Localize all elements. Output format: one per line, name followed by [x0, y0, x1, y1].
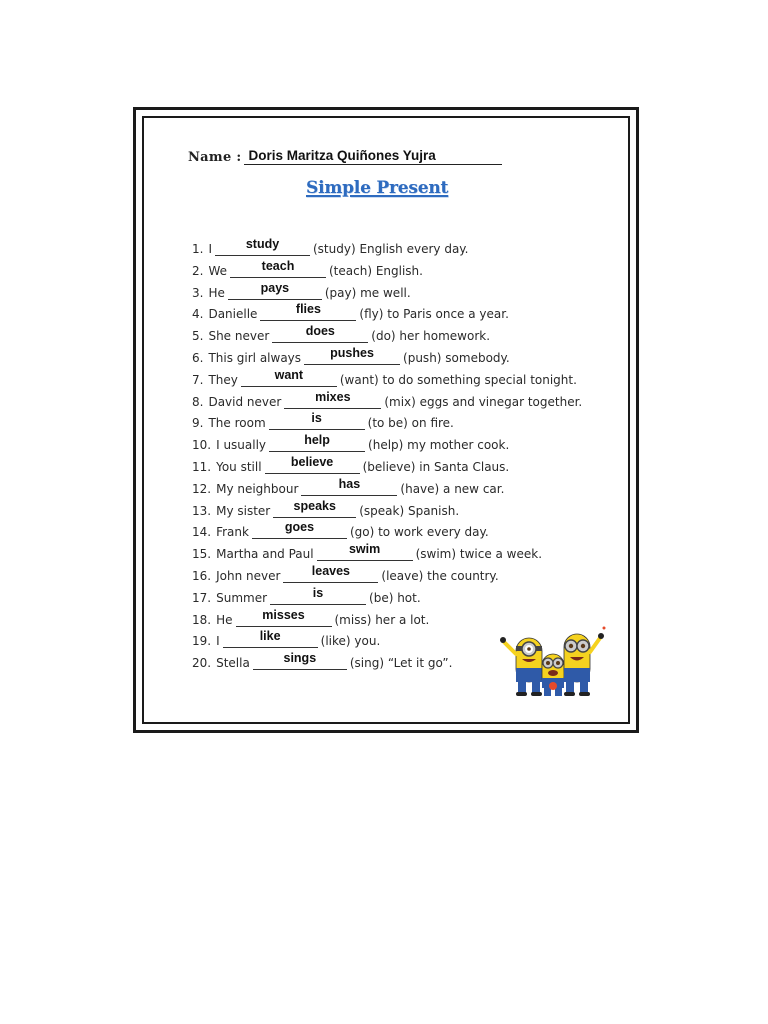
exercise-verb-hint: (miss) her a lot. [334, 612, 430, 627]
exercise-prompt: I usually [216, 438, 267, 453]
exercise-verb-hint: (study) English every day. [313, 242, 469, 256]
exercise-item [192, 325, 490, 343]
exercise-verb-hint: (leave) the country. [381, 569, 499, 583]
exercise-number: 1. [192, 242, 204, 256]
exercise-item [192, 238, 469, 256]
exercise-prompt: He [216, 612, 233, 627]
exercise-number: 20. [192, 656, 212, 671]
exercise-number: 11. [192, 460, 212, 474]
answer-text: study [245, 237, 280, 251]
exercise-item [192, 478, 504, 496]
exercise-prompt: She never [208, 329, 270, 344]
minion-middle [542, 654, 564, 696]
exercise-verb-hint: (mix) eggs and vinegar together. [384, 394, 583, 409]
name-value: Doris Maritza Quiñones Yujra [248, 148, 436, 163]
exercise-number: 16. [192, 569, 212, 583]
answer-text: speaks [293, 498, 336, 513]
answer-text: pushes [330, 346, 374, 360]
exercise-prompt: Summer [216, 590, 268, 605]
exercise-number: 19. [192, 634, 212, 649]
answer-blank[interactable] [269, 411, 365, 430]
exercise-prompt: Stella [216, 656, 250, 671]
exercise-item [192, 391, 582, 409]
exercise-verb-hint: (teach) English. [329, 263, 423, 278]
answer-blank[interactable] [269, 433, 365, 452]
answer-blank[interactable] [253, 651, 347, 670]
exercise-prompt: They [208, 372, 238, 387]
answer-text: pays [260, 280, 290, 295]
answer-text: does [305, 324, 335, 339]
exercise-number: 7. [192, 372, 204, 387]
exercise-prompt: We [208, 263, 227, 278]
exercise-verb-hint: (have) a new car. [400, 481, 505, 496]
exercise-item [192, 565, 499, 583]
answer-blank[interactable] [273, 498, 356, 518]
minion-right [564, 627, 606, 697]
name-row [188, 147, 502, 165]
answer-text: help [304, 433, 330, 448]
exercise-item [192, 630, 380, 648]
exercise-prompt: David never [208, 394, 282, 409]
answer-blank[interactable] [317, 542, 413, 561]
exercise-item [192, 303, 509, 321]
exercise-number: 12. [192, 481, 212, 496]
answer-text: goes [284, 520, 315, 535]
exercise-number: 4. [192, 307, 204, 322]
answer-blank[interactable] [241, 367, 337, 387]
answer-text: has [338, 476, 361, 491]
exercise-item [192, 347, 510, 365]
name-field[interactable] [244, 147, 502, 165]
exercise-number: 18. [192, 612, 212, 627]
exercise-prompt: Frank [216, 525, 249, 540]
answer-blank[interactable] [228, 280, 322, 300]
answer-blank[interactable] [236, 607, 332, 627]
answer-text: want [274, 367, 304, 382]
answer-blank[interactable] [301, 476, 397, 496]
exercise-prompt: My neighbour [216, 481, 299, 496]
exercise-number: 9. [192, 416, 204, 431]
exercise-verb-hint: (be) hot. [369, 590, 421, 605]
answer-blank[interactable] [304, 346, 400, 365]
answer-blank[interactable] [260, 302, 356, 321]
answer-text: like [259, 629, 281, 644]
exercise-item [192, 543, 542, 561]
exercise-prompt: This girl always [208, 351, 302, 365]
answer-text: teach [261, 258, 295, 273]
answer-blank[interactable] [252, 520, 347, 539]
answer-blank[interactable] [215, 237, 310, 256]
exercise-prompt: I [208, 242, 212, 256]
exercise-prompt: Martha and Paul [216, 547, 314, 562]
answer-blank[interactable] [284, 389, 381, 409]
exercise-item [192, 652, 452, 670]
name-label: Name : [188, 150, 242, 165]
worksheet-title: Simple Present [306, 178, 449, 198]
exercise-verb-hint: (to be) on fire. [367, 416, 454, 431]
answer-text: sings [283, 651, 317, 666]
answer-blank[interactable] [283, 564, 378, 583]
exercise-prompt: Danielle [208, 307, 258, 322]
minion-left [500, 637, 542, 696]
exercise-number: 5. [192, 329, 204, 344]
exercise-verb-hint: (swim) twice a week. [415, 547, 543, 562]
answer-text: is [311, 411, 322, 426]
exercise-number: 2. [192, 263, 204, 278]
exercise-verb-hint: (believe) in Santa Claus. [362, 460, 510, 474]
exercise-item [192, 500, 459, 518]
exercise-prompt: John never [216, 569, 281, 583]
exercise-number: 6. [192, 351, 204, 365]
exercise-item [192, 434, 509, 452]
exercise-verb-hint: (speak) Spanish. [359, 503, 460, 518]
exercise-verb-hint: (fly) to Paris once a year. [359, 307, 509, 322]
exercise-item [192, 369, 577, 387]
exercise-number: 14. [192, 525, 212, 540]
answer-text: is [312, 585, 324, 600]
exercise-verb-hint: (pay) me well. [324, 285, 411, 300]
answer-text: mixes [315, 389, 351, 404]
answer-blank[interactable] [265, 455, 360, 474]
exercise-item [192, 282, 411, 300]
answer-blank[interactable] [223, 629, 318, 648]
answer-text: flies [295, 302, 321, 317]
exercise-verb-hint: (go) to work every day. [349, 525, 489, 540]
answer-blank[interactable] [230, 258, 326, 278]
exercise-item [192, 412, 454, 430]
answer-text: swim [348, 542, 381, 557]
exercise-prompt: You still [216, 460, 262, 474]
exercise-number: 3. [192, 285, 204, 300]
exercise-number: 13. [192, 503, 212, 518]
exercise-number: 8. [192, 394, 204, 409]
exercise-prompt: I [216, 634, 220, 649]
exercise-prompt: The room [208, 416, 266, 431]
answer-text: believe [290, 455, 334, 469]
exercise-verb-hint: (push) somebody. [403, 351, 510, 365]
exercise-number: 15. [192, 547, 212, 562]
exercise-verb-hint: (do) her homework. [371, 329, 491, 344]
exercise-number: 17. [192, 590, 212, 605]
answer-blank[interactable] [270, 585, 366, 605]
exercise-verb-hint: (like) you. [320, 634, 381, 649]
exercise-item [192, 587, 421, 605]
answer-text: misses [262, 607, 305, 622]
exercise-verb-hint: (sing) “Let it go”. [349, 656, 453, 671]
exercise-verb-hint: (help) my mother cook. [368, 438, 510, 453]
exercise-prompt: He [208, 285, 225, 300]
exercise-number: 10. [192, 438, 212, 453]
exercise-item [192, 521, 489, 539]
answer-blank[interactable] [272, 324, 368, 343]
answer-text: leaves [311, 564, 351, 578]
exercise-prompt: My sister [216, 503, 271, 518]
minions-illustration-icon [498, 624, 608, 704]
exercise-item [192, 609, 429, 627]
exercise-item [192, 456, 509, 474]
exercise-item [192, 260, 423, 278]
exercise-verb-hint: (want) to do something special tonight. [339, 372, 577, 387]
worksheet-frame [133, 107, 639, 733]
